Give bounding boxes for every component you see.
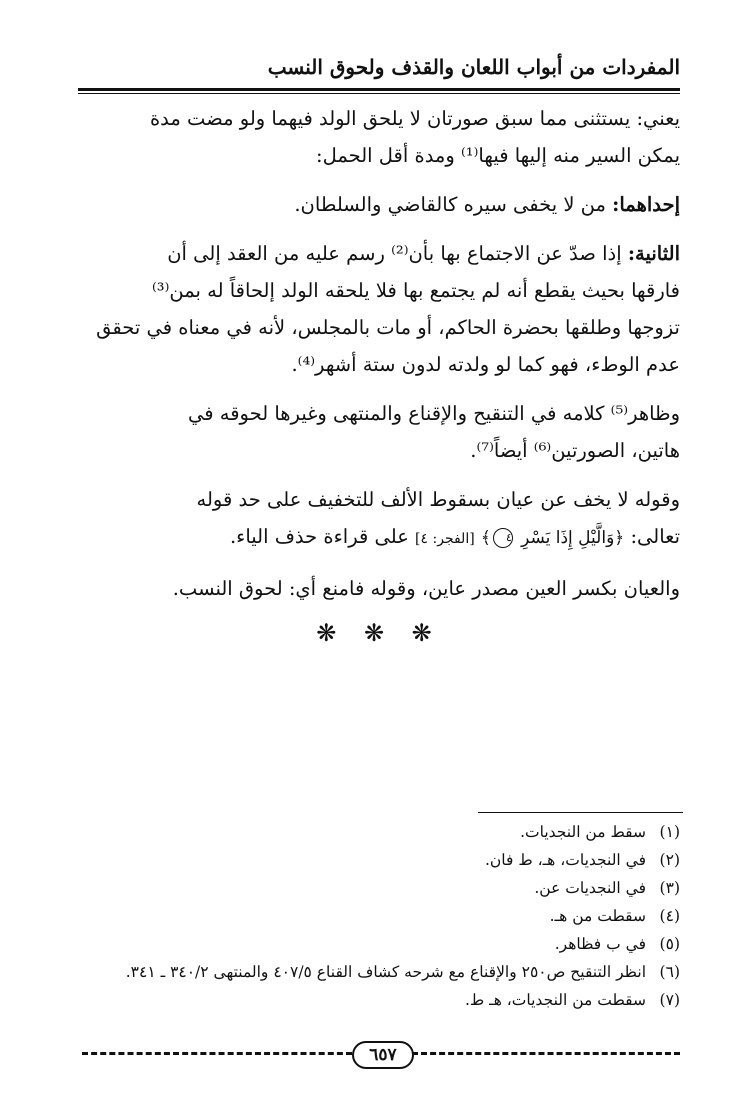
footnote-text: انظر التنقيح ص٢٥٠ والإقناع مع شرحه كشاف القناع ٤٠٧/٥ والمنتهى ٣٤٠/٢ ـ ٣٤١. (125, 963, 646, 981)
footnote (78, 986, 680, 1014)
text-line: وظاهر⁽⁵⁾ كلامه في التنقيح والإقناع والمنتهى وغيرها لحوقه في (187, 402, 680, 425)
footnote-number: (٣) (659, 879, 680, 897)
footnote (78, 874, 680, 902)
footnote-rule (478, 812, 683, 813)
footnote-text: في النجديات، هـ، ط فان. (484, 851, 646, 869)
running-head: المفردات من أبواب اللعان والقذف ولحوق النسب (267, 55, 680, 79)
footnote (78, 958, 680, 986)
header-rule-thin (78, 93, 680, 94)
text-line: يعني: يستثنى مما سبق صورتان لا يلحق الولد فيهما ولو مضت مدة (149, 107, 680, 130)
text-line (78, 235, 680, 272)
footnote-number: (٥) (659, 935, 680, 953)
quran-bracket: ﴾ (480, 528, 491, 548)
paragraph-first-case (78, 186, 680, 223)
footnote (78, 902, 680, 930)
paragraph-lead: إحداهما: (612, 193, 680, 216)
paragraph-final (78, 570, 680, 607)
footnote-text: سقطت من هـ. (549, 907, 646, 925)
paragraph-quran-reading (78, 481, 680, 558)
footnote (78, 846, 680, 874)
section-separator: ❋ ❋ ❋ (316, 619, 442, 647)
paragraph-second-case (78, 235, 680, 383)
footnote-number: (٤) (659, 907, 680, 925)
footnote-text: في ب فظاهر. (554, 935, 646, 953)
page-number: ٦٥٧ (352, 1041, 414, 1069)
text-line (78, 518, 680, 558)
footnote (78, 818, 680, 846)
footer-dashed-rule-right (412, 1052, 680, 1055)
paragraph-lead: الثانية: (627, 242, 680, 265)
footnote (78, 930, 680, 958)
text-run: تعالى: (630, 525, 680, 548)
footnotes (78, 818, 680, 1014)
paragraph-intro (78, 100, 680, 174)
footnote-number: (١) (659, 823, 680, 841)
text-line: والعيان بكسر العين مصدر عاين، وقوله فامنع أي: لحوق النسب. (172, 577, 680, 600)
footnote-text: سقطت من النجديات، هـ ط. (464, 991, 646, 1009)
text-run: إذا صدّ عن الاجتماع بها بأن⁽²⁾ رسم عليه من العقد إلى أن (167, 242, 622, 265)
text-line: وقوله لا يخف عن عيان بسقوط الألف للتخفيف على حد قوله (196, 488, 680, 511)
verse-number-ornament: ٤ (493, 528, 513, 548)
footer-dashed-rule-left (82, 1052, 352, 1055)
text-line: عدم الوطء، فهو كما لو ولدته لدون ستة أشهر⁽⁴⁾. (291, 353, 680, 376)
text-run: من لا يخفى سيره كالقاضي والسلطان. (294, 193, 606, 216)
text-line: تزوجها وطلقها بحضرة الحاكم، أو مات بالمجلس، لأنه في معناه في تحقق (96, 316, 680, 339)
text-line: فارقها بحيث يقطع أنه لم يجتمع بها فلا يلحقه الولد إلحاقاً له بمن⁽³⁾ (151, 279, 680, 302)
footnote-number: (٧) (659, 991, 680, 1009)
footnote-number: (٢) (659, 851, 680, 869)
text-line (78, 186, 680, 223)
page-footer (82, 1041, 680, 1067)
main-text (78, 100, 680, 647)
paragraph-apparent-view (78, 395, 680, 469)
footnote-text: سقط من النجديات. (520, 823, 646, 841)
header-rule-thick (78, 88, 680, 91)
quran-citation: [الفجر: ٤] (415, 531, 475, 547)
text-line: يمكن السير منه إليها فيها⁽¹⁾ ومدة أقل الحمل: (316, 144, 680, 167)
quran-verse: ﴿وَالَّيْلِ إِذَا يَسْرِ (521, 528, 625, 548)
text-line: هاتين، الصورتين⁽⁶⁾ أيضاً⁽⁷⁾. (470, 439, 680, 462)
text-run: على قراءة حذف الياء. (229, 525, 409, 548)
footnote-text: في النجديات عن. (534, 879, 646, 897)
footnote-number: (٦) (659, 963, 680, 981)
